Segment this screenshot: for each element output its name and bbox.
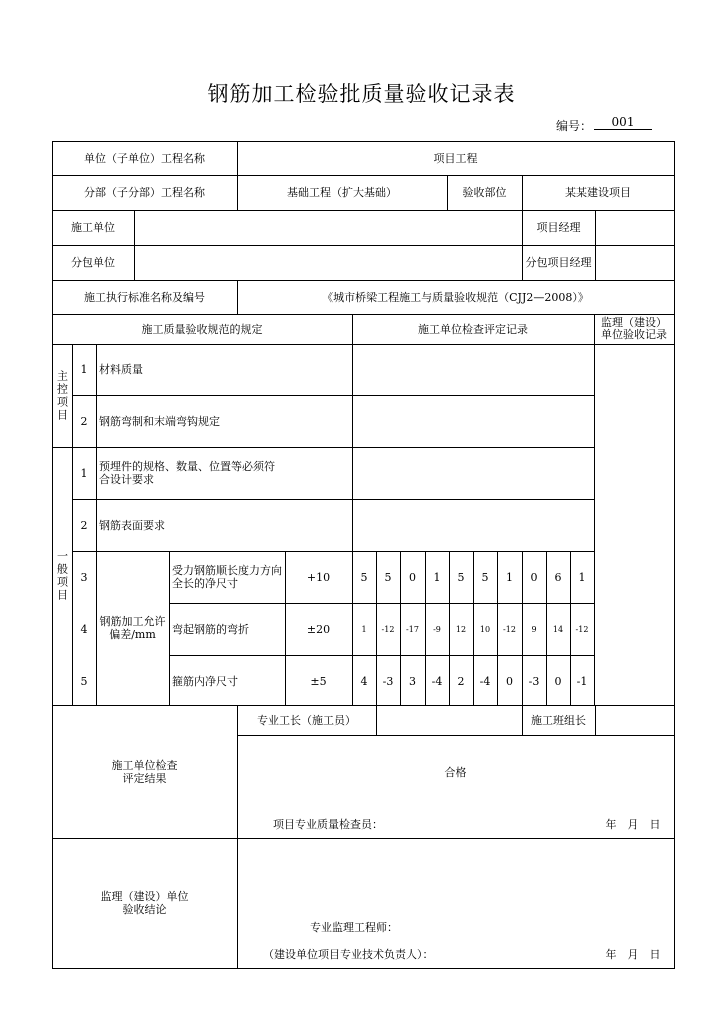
foreman-label: 专业工长（施工员） <box>257 713 356 727</box>
measurement-value: -3 <box>382 674 394 688</box>
grid-line <box>134 210 135 280</box>
measurement-value: 1 <box>506 570 513 584</box>
measurement-value: -17 <box>406 624 419 634</box>
tolerance-row-name-line1: 弯起钢筋的弯折 <box>172 622 249 636</box>
measurement-value: 9 <box>531 624 537 634</box>
date-1: 年 月 日 <box>605 817 661 831</box>
supervisor-conclusion-line1: 监理（建设）单位 <box>100 890 189 903</box>
measurement-value: 2 <box>457 674 465 688</box>
grid-line <box>52 968 674 969</box>
measurement-value: 14 <box>552 624 564 634</box>
measurement-value: 0 <box>530 570 538 584</box>
owner-label: （建设单位项目专业技术负责人）： <box>263 947 434 961</box>
sub-project-value: 基础工程（扩大基础） <box>287 186 397 199</box>
tolerance-row-tol: ±5 <box>310 674 327 688</box>
measurement-value: -12 <box>575 624 589 634</box>
measurement-value: 5 <box>481 570 489 584</box>
team-leader-label: 施工班组长 <box>531 713 586 727</box>
tolerance-row-name <box>169 655 285 707</box>
check-column-header: 施工单位检查评定记录 <box>418 322 528 336</box>
supervisor-header-line1: 监理（建设） <box>601 316 667 329</box>
grid-line <box>595 210 596 280</box>
tolerance-group-label <box>96 551 169 705</box>
general-item-2-name: 钢筋表面要求 <box>99 518 165 532</box>
eval-label-line1: 施工单位检查 <box>111 758 178 772</box>
tolerance-row-no: 4 <box>80 622 88 636</box>
grid-line <box>237 735 674 736</box>
measurement-value: 4 <box>360 674 368 688</box>
general-label: 一般项目 <box>55 550 69 602</box>
tolerance-row-no: 5 <box>80 674 88 688</box>
tolerance-row-tol: +10 <box>306 570 331 584</box>
tolerance-row-no: 3 <box>80 570 88 584</box>
eval-label-line2: 评定结果 <box>122 771 167 785</box>
measurement-value: 5 <box>457 570 465 584</box>
spec-column-header: 施工质量验收规范的规定 <box>141 322 263 336</box>
measurement-value: 6 <box>554 570 562 584</box>
measurement-value: -9 <box>433 624 441 634</box>
tolerance-group-line1: 钢筋加工允许 <box>99 615 166 628</box>
tolerance-group-line2: 偏差/mm <box>109 628 156 641</box>
measurement-value: 0 <box>409 570 416 584</box>
main-item-1-no: 1 <box>80 363 88 376</box>
date-2: 年 月 日 <box>605 947 661 961</box>
eval-result: 合格 <box>444 765 467 779</box>
code-value: 001 <box>594 115 652 130</box>
measurement-value: 0 <box>506 674 513 688</box>
general-item-1-line1: 预埋件的规格、数量、位置等必须符 <box>99 460 275 473</box>
acceptance-part-value: 某某建设项目 <box>565 186 631 199</box>
project-manager-label: 项目经理 <box>536 221 581 234</box>
measurement-value: -3 <box>528 674 540 688</box>
measurement-value: 3 <box>409 674 416 688</box>
main-item-2-no: 2 <box>80 414 88 428</box>
measurement-value: 12 <box>455 624 467 634</box>
supervisor-conclusion-line2: 验收结论 <box>122 903 167 916</box>
supervisor-column-header <box>594 314 674 344</box>
sub-project-label: 分部（子分部）工程名称 <box>84 186 205 199</box>
tolerance-row-name <box>169 603 285 655</box>
measurement-value: -4 <box>431 674 443 688</box>
unit-project-label: 单位（子单位）工程名称 <box>84 151 205 165</box>
measurement-value: 1 <box>578 570 586 584</box>
code-label: 编号： <box>556 119 593 133</box>
measurement-value: -1 <box>576 674 588 688</box>
construction-unit-label: 施工单位 <box>71 221 115 234</box>
main-item-1-name: 材料质量 <box>99 363 143 376</box>
measurement-value: 1 <box>361 624 367 634</box>
eval-label <box>52 705 237 838</box>
tolerance-row-name-line2: 全长的净尺寸 <box>172 577 238 590</box>
tolerance-row-name-line1: 受力钢筋顺长度力方向 <box>172 564 282 577</box>
grid-line <box>595 705 596 735</box>
standard-label: 施工执行标准名称及编号 <box>84 290 205 304</box>
measurement-value: 5 <box>384 570 392 584</box>
general-item-2-no: 2 <box>80 518 88 532</box>
supervisor-header-line2: 单位验收记录 <box>601 328 667 341</box>
standard-value: 《城市桥梁工程施工与质量验收规范（CJJ2—2008）》 <box>322 290 589 304</box>
measurement-value: 10 <box>479 624 491 634</box>
grid-line <box>594 314 595 705</box>
acceptance-part-label: 验收部位 <box>462 186 507 199</box>
main-control-label: 主控项目 <box>55 369 69 422</box>
supervisor-conclusion-label <box>52 838 237 968</box>
tolerance-row-name <box>169 551 285 603</box>
grid-line <box>376 705 377 735</box>
tolerance-row-name-line1: 箍筋内净尺寸 <box>172 674 238 688</box>
measurement-value: 5 <box>360 570 368 584</box>
measurement-value: -12 <box>381 624 395 634</box>
page-title: 钢筋加工检验批质量验收记录表 <box>207 82 516 106</box>
grid-line <box>237 705 238 968</box>
engineer-label: 专业监理工程师： <box>310 920 398 934</box>
subcontract-unit-label: 分包单位 <box>71 256 115 269</box>
measurement-value: 1 <box>433 570 441 584</box>
inspector-label: 项目专业质量检查员： <box>273 817 383 831</box>
measurement-value: 0 <box>554 674 562 688</box>
measurement-value: -12 <box>503 624 516 634</box>
grid-line <box>674 141 675 969</box>
subcontract-manager-label: 分包项目经理 <box>525 256 592 269</box>
main-item-2-name: 钢筋弯制和末端弯钩规定 <box>99 414 220 428</box>
general-item-1-line2: 合设计要求 <box>99 473 154 486</box>
measurement-value: -4 <box>479 674 491 688</box>
tolerance-row-tol: ±20 <box>306 622 331 636</box>
general-item-1-no: 1 <box>80 466 88 480</box>
unit-project-value: 项目工程 <box>433 151 478 165</box>
general-item-1-name <box>96 447 352 499</box>
